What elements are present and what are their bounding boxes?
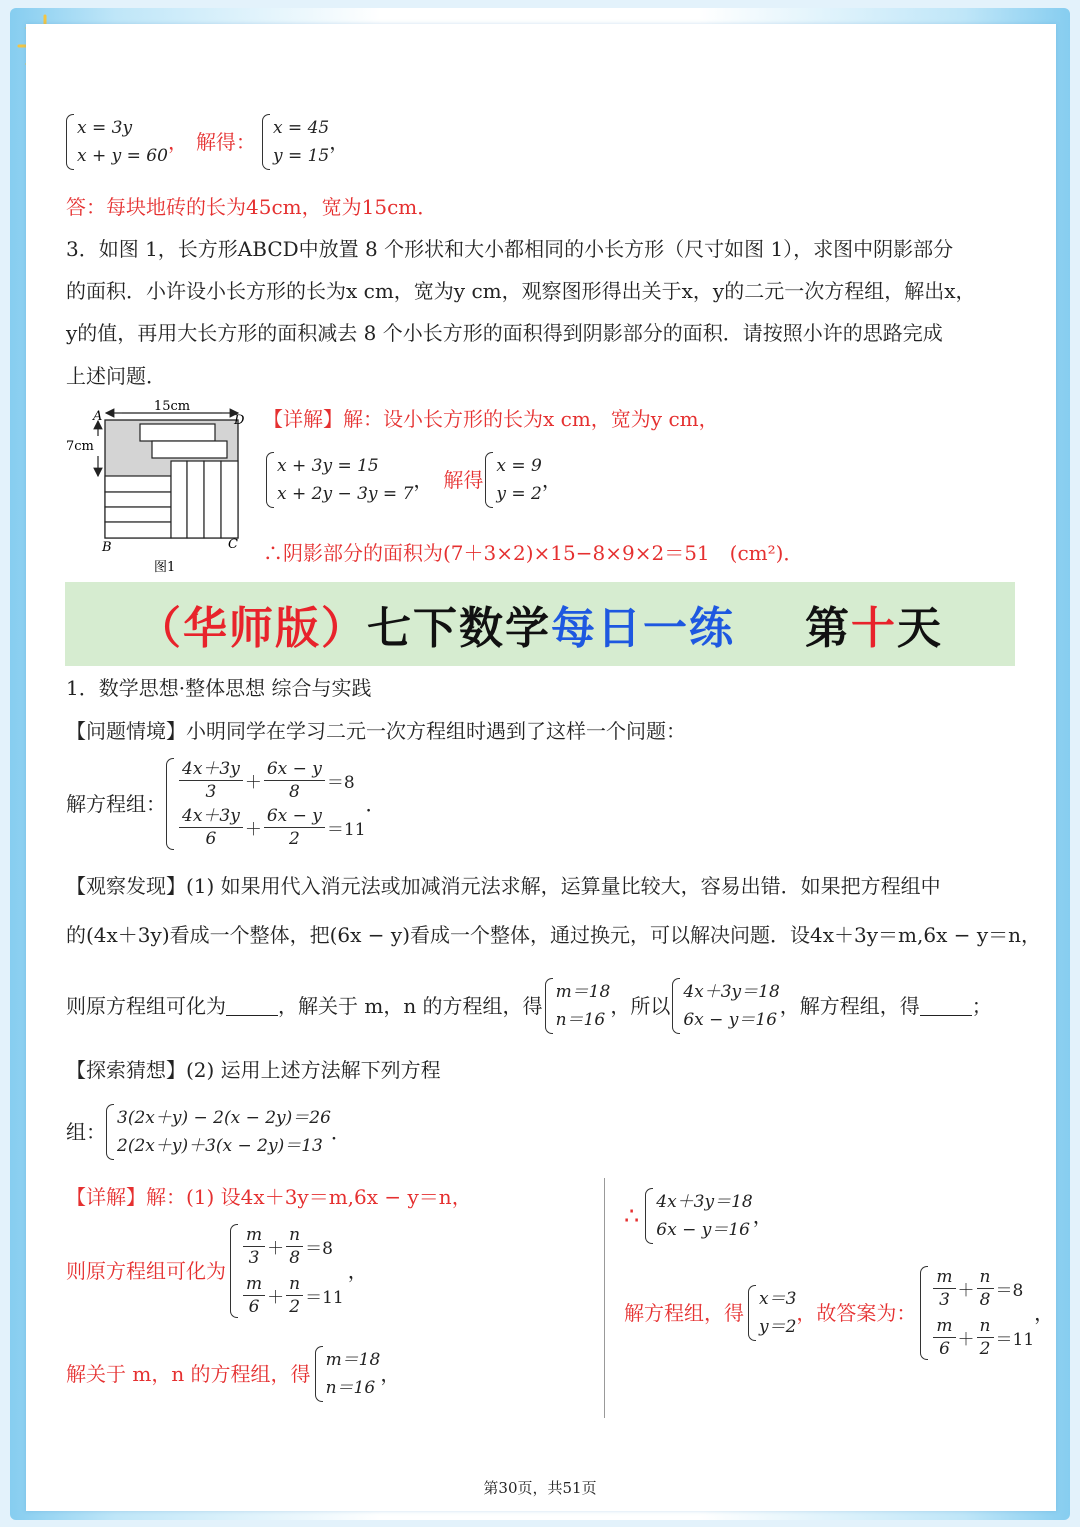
problem1-system: 解方程组： $\frac{4x+3y}{3}$ ＋ $\frac{6x - y}{8}$ ＝8 $\frac{4x+3y}{6}$ ＋ $\frac{6x - y}{2}$ ＝11 ． [66,759,386,849]
column-divider [604,1178,605,1418]
corner-b: B [102,540,112,555]
problem3-line2: 的面积．小许设小长方形的长为x cm，宽为y cm，观察图形得出关于x，y的二元一次方程组，解出x， [66,279,976,303]
detail-solve-mn: 解关于 m，n 的方程组，得 m＝18 n＝16 ， [66,1346,400,1402]
corner-a: A [93,409,103,424]
detail-transform: 则原方程组可化为 $\frac{m}{3}$ ＋ $\frac{n}{8}$ ＝8 $\frac{m}{6}$ ＋ $\frac{n}{2}$ ＝11 ， [66,1225,368,1317]
mn-fraction-system: $\frac{m}{3}$ ＋ $\frac{n}{8}$ ＝8 $\frac{m}{6}$ ＋ $\frac{n}{2}$ ＝11 [230,1224,344,1318]
detail-intro: 【详解】解：(1) 设4x＋3y＝m,6x − y＝n， [66,1185,472,1209]
answer-fraction-system: $\frac{m}{3}$ ＋ $\frac{n}{8}$ ＝8 $\frac{m}{6}$ ＋ $\frac{n}{2}$ ＝11 [920,1266,1034,1360]
explore-equations: 3(2x＋y) − 2(x − 2y)＝26 2(2x＋y)＋3(x − 2y)＝13 [106,1104,331,1160]
problem3-systems: x + 3y = 15 x + 2y − 3y = 7 ， 解得 x = 9 y = 2 ， [266,452,562,508]
figure-caption: 图1 [154,560,176,575]
detail-xy-result: x＝3 y＝2 [748,1285,796,1341]
fraction-system: $\frac{4x+3y}{3}$ ＋ $\frac{6x - y}{8}$ ＝8 $\frac{4x+3y}{6}$ ＋ $\frac{6x - y}{2}$ ＝11 [166,758,366,850]
problem3-line3: y的值，再用大长方形的面积减去 8 个小长方形的面积得到阴影部分的面积．请按照小许的思路完成 [66,321,943,345]
blank-2[interactable] [920,997,972,1016]
problem1-title: 1．数学思想·整体思想 综合与实践 [66,676,372,700]
observe-line2: 的(4x＋3y)看成一个整体，把(6x − y)看成一个整体，通过换元，可以解决问题．设4x＋3y＝m,6x − y＝n， [66,923,1042,947]
title-banner: （华师版） 七下数学 每日一练 第 十 天 [65,582,1015,666]
system-equations: x = 3y x + y = 60 [66,114,168,170]
problem3-line1: 3．如图 1，长方形ABCD中放置 8 个形状和大小都相同的小长方形（尺寸如图 1），求图中阴影部分 [66,237,954,261]
detail-xy-system: 4x＋3y＝18 6x − y＝16 [645,1188,752,1244]
xy-system: 4x＋3y＝18 6x − y＝16 [672,978,779,1034]
problem3-solution-intro: 【详解】解：设小长方形的长为x cm，宽为y cm， [263,407,719,431]
detail-answer: 解方程组，得 x＝3 y＝2 ，故答案为： $\frac{m}{3}$ ＋ $\frac{n}{8}$ ＝8 $\frac{m}{6}$ ＋ $\frac{n}{2}$ ＝11 ， [624,1267,1055,1359]
mn-system: m＝18 n＝16 [545,978,611,1034]
explore-line: 【探索猜想】(2) 运用上述方法解下列方程 [66,1058,441,1082]
rectangle-figure [62,396,252,578]
corner-c: C [228,537,238,552]
top-answer: 答：每块地砖的长为45cm，宽为15cm． [66,195,438,219]
label-15cm: 15cm [153,399,191,414]
top-solution-system: x = 3y x + y = 60 ， 解得： x = 45 y = 15 ， [66,114,349,170]
label-7cm: 7cm [66,439,94,454]
detail-therefore: ∴ 4x＋3y＝18 6x − y＝16 ， [624,1188,773,1244]
problem3-area-line: ∴阴影部分的面积为(7＋3×2)×15−8×9×2＝51 (cm²)． [263,541,804,565]
system-result: x = 45 y = 15 [262,114,329,170]
observe-line3: 则原方程组可化为 ，解关于 m，n 的方程组，得 m＝18 n＝16 ，所以 4x＋3y＝18 6x − y＝16 ，解方程组，得 ； [66,978,992,1034]
observe-line1: 【观察发现】(1) 如果用代入消元法或加减消元法求解，运算量比较大，容易出错．如果把方程组中 [66,874,941,898]
corner-d: D [234,413,245,428]
problem1-situation: 【问题情境】小明同学在学习二元一次方程组时遇到了这样一个问题： [66,719,686,743]
problem3-result: x = 9 y = 2 [485,452,541,508]
page-number: 第30页，共51页 [483,1479,597,1497]
detail-mn-result: m＝18 n＝16 [315,1346,381,1402]
problem3-line4: 上述问题． [66,364,166,388]
blank-1[interactable] [226,997,278,1016]
explore-system: 组： 3(2x＋y) − 2(x − 2y)＝26 2(2x＋y)＋3(x − 2y)＝13 ． [66,1104,351,1160]
problem3-system: x + 3y = 15 x + 2y − 3y = 7 [266,452,413,508]
